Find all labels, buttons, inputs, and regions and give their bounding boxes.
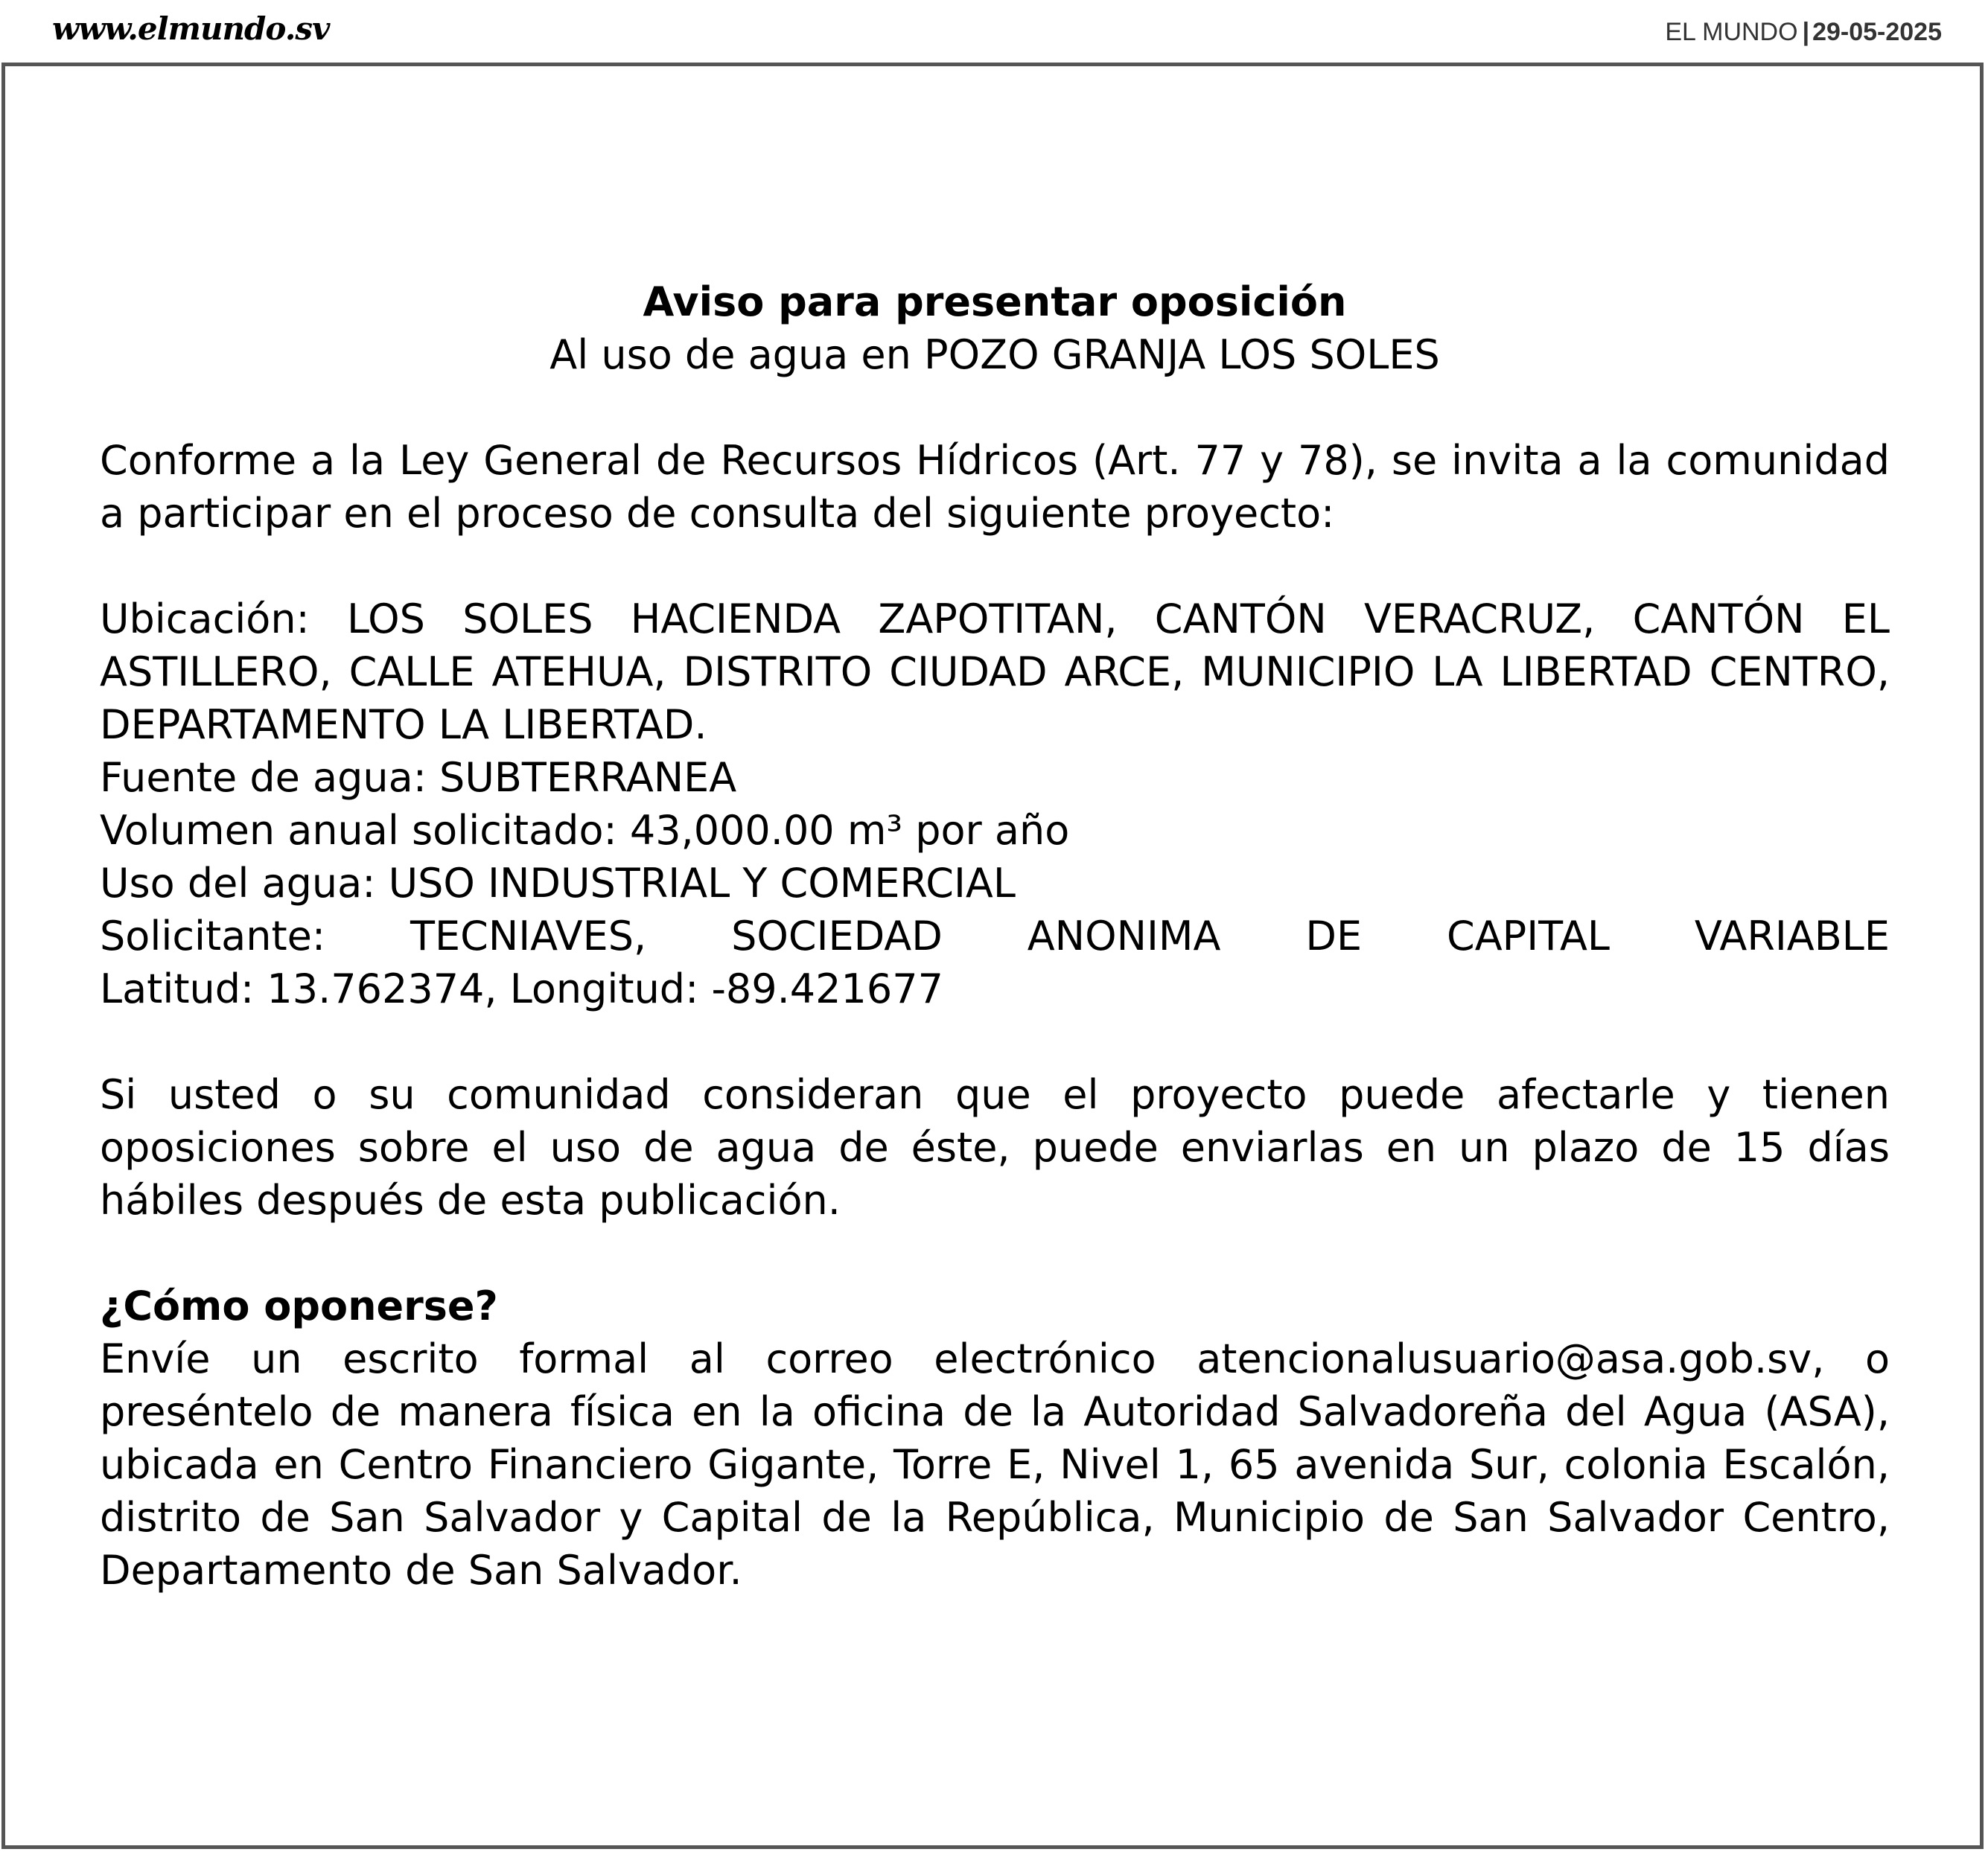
detail-coordinates: Latitud: 13.762374, Longitud: -89.421677 xyxy=(100,965,943,1012)
opposition-paragraph: Si usted o su comunidad consideran que el proyecto puede afectarle y tienen oposiciones sobre el uso de agua de éste, puede enviarlas en un plazo de 15 días hábiles después de esta publicación. xyxy=(100,1071,1890,1224)
masthead-separator: | xyxy=(1802,18,1810,46)
detail-water-source: Fuente de agua: SUBTERRANEA xyxy=(100,754,737,801)
how-to-oppose-text: Envíe un escrito formal al correo electrónico atencionalusuario@asa.gob.sv, o preséntelo de manera física en la oficina de la Autoridad Salvadoreña del Agua (ASA), ubicada en Centro Financiero Gigante, Torre E, Nivel 1, 65 avenida Sur, colonia Escalón, distrito de San Salvador y Capital de la República, Municipio de San Salvador Centro, Departamento de San Salvador. xyxy=(100,1335,1890,1594)
paper-info xyxy=(1665,18,1942,47)
project-details xyxy=(100,593,1890,1015)
detail-water-use: Uso del agua: USO INDUSTRIAL Y COMERCIAL xyxy=(100,860,1016,907)
publication-date: 29-05-2025 xyxy=(1812,18,1942,46)
notice-subtitle: Al uso de agua en POZO GRANJA LOS SOLES xyxy=(549,331,1440,378)
intro-paragraph: Conforme a la Ley General de Recursos Hídricos (Art. 77 y 78), se invita a la comunidad a participar en el proceso de consulta del siguiente proyecto: xyxy=(100,437,1890,537)
detail-applicant: Solicitante: TECNIAVES, SOCIEDAD ANONIMA DE CAPITAL VARIABLE xyxy=(100,913,1890,959)
masthead xyxy=(0,0,1988,63)
detail-location: Ubicación: LOS SOLES HACIENDA ZAPOTITAN, CANTÓN VERACRUZ, CANTÓN EL ASTILLERO, CALLE ATEHUA, DISTRITO CIUDAD ARCE, MUNICIPIO LA LIBERTAD CENTRO, DEPARTAMENTO LA LIBERTAD. xyxy=(100,595,1890,748)
notice-title: Aviso para presentar oposición xyxy=(643,278,1347,325)
detail-annual-volume: Volumen anual solicitado: 43,000.00 m³ por año xyxy=(100,807,1070,854)
site-url[interactable]: www.elmundo.sv xyxy=(52,10,330,47)
paper-name: EL MUNDO xyxy=(1665,18,1798,46)
how-to-oppose-heading: ¿Cómo oponerse? xyxy=(100,1283,498,1329)
notice-body xyxy=(100,275,1890,1597)
